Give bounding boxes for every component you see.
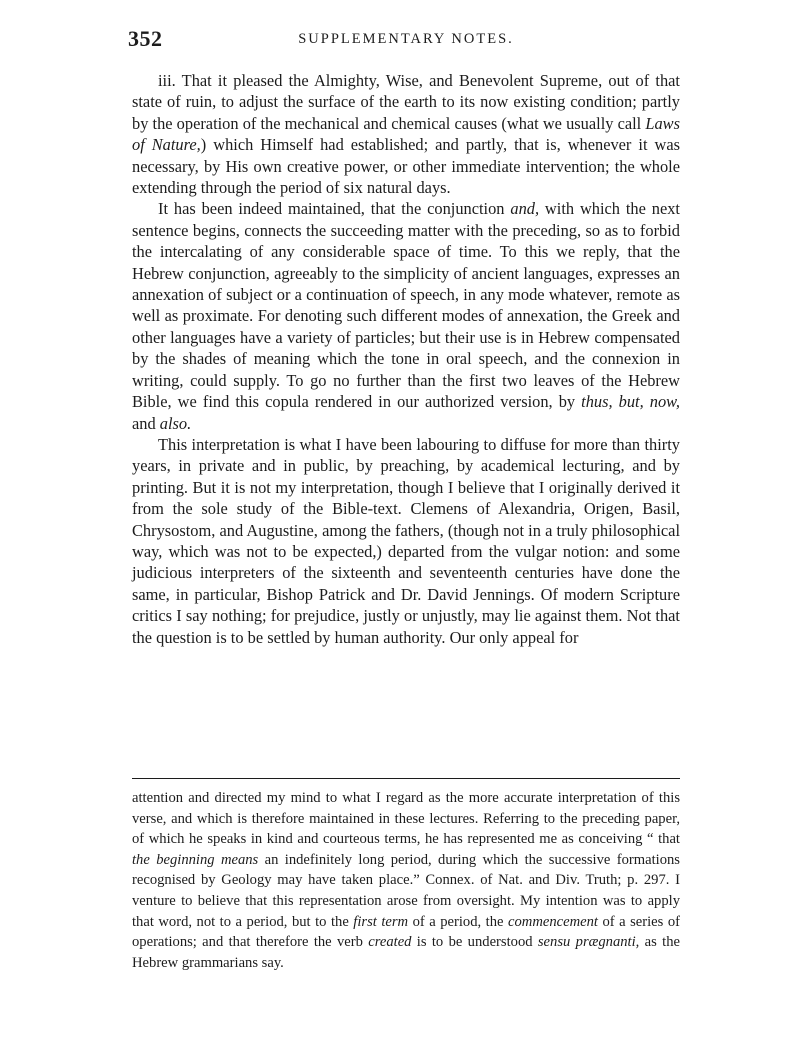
italic-phrase: first term [353, 913, 409, 930]
italic-word: also. [159, 413, 192, 433]
italic-phrase: sensu prægnanti, [537, 934, 640, 951]
paragraph-conjunction: It has been indeed maintained, that the conjunction and, with which the next sentence begins, connects the succeeding matter with the preceding, so as to forbid the intercalating of any considerable space of time. To this we reply, that the Hebrew conjunction, agreeably to the simplicity of ancient languages, expresses an annexation of subject or a continuation of speech, in any mode whatever, remote as well as proximate. For denoting such different modes of annexation, the Greek and other languages have a variety of particles; but their use is in Hebrew compensated by the shades of meaning which the tone in oral speech, and the connexion in writing, could supply. To go no further than the first two leaves of the Hebrew Bible, we find this copula rendered in our authorized version, by thus, but, now, and also. [132, 199, 680, 433]
italic-phrase: Laws of Nature, [132, 113, 680, 155]
italic-words: thus, but, now, [581, 392, 680, 412]
italic-word: created [368, 934, 412, 951]
main-text [132, 70, 680, 648]
paragraph-interpretation: This interpretation is what I have been labouring to diffuse for more than thirty years, in private and in public, by preaching, by academical lecturing, and by printing. But it is not my interpretation, though I believe that I originally derived it from the sole study of the Bible-text. Clemens of Alexandria, Origen, Basil, Chrysostom, and Augustine, among the fathers, (though not in a truly philosophical way, which was not to be expected,) departed from the vulgar notion: and some judicious interpreters of the sixteenth and seventeenth centuries have done the same, in particular, Bishop Patrick and Dr. David Jennings. Of modern Scripture critics I say nothing; for prejudice, justly or unjustly, may lie against them. Not that the question is to be settled by human authority. Our only appeal for [132, 434, 680, 647]
footnote-divider [132, 778, 680, 779]
footnote: attention and directed my mind to what I regard as the more accurate interpretation of this verse, and which is therefore maintained in these lectures. Referring to the preceding paper, of which he speaks in kind and courteous terms, he has represented me as conceiving “ that the beginning means an indefinitely long period, during which the successive formations recognised by Geology may have taken place.” Connex. of Nat. and Div. Truth; p. 297. I venture to believe that this representation arose from oversight. My intention was to apply that word, not to a period, but to the first term of a period, the commencement of a series of operations; and that therefore the verb created is to be understood sensu prægnanti, as the Hebrew grammarians say. [132, 790, 680, 971]
paragraph-iii: iii. That it pleased the Almighty, Wise, and Benevolent Supreme, out of that state of ruin, to adjust the surface of the earth to its now existing condition; partly by the operation of the mechanical and chemical causes (what we usually call Laws of Nature,) which Himself had established; and partly, that is, whenever it was necessary, by His own creative power, or other immediate intervention; the whole extending through the period of six natural days. [132, 71, 680, 198]
italic-word: commencement [508, 913, 598, 930]
running-head: SUPPLEMENTARY NOTES. [298, 31, 514, 47]
page-number: 352 [128, 26, 163, 51]
italic-word: and, [510, 199, 540, 219]
page-header [128, 26, 684, 54]
italic-phrase: the beginning means [132, 851, 259, 868]
